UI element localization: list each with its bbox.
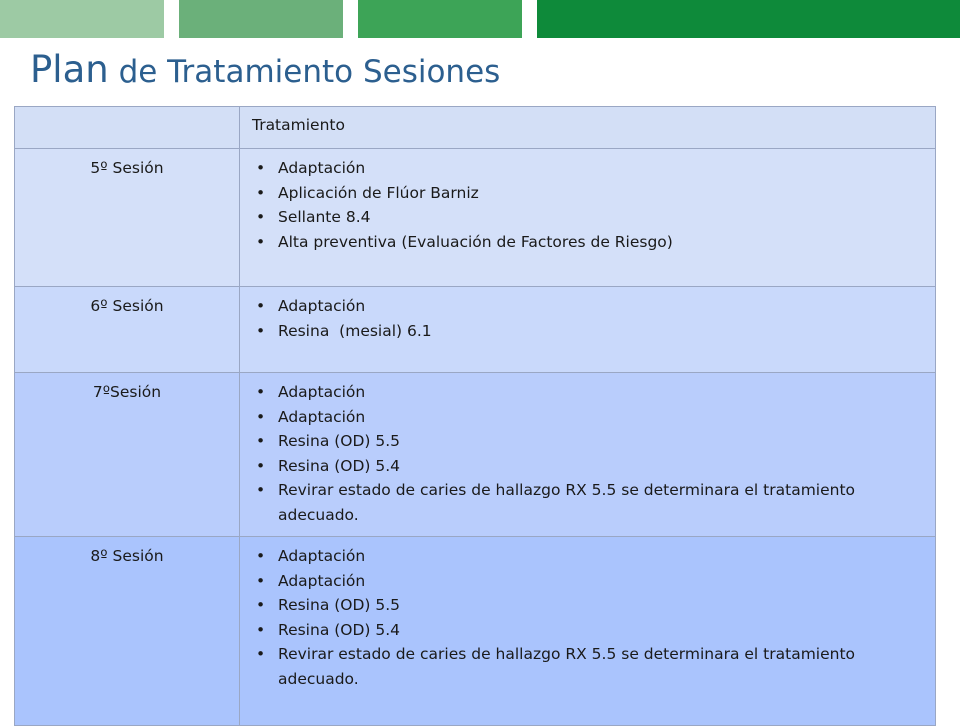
table-header-row [15,107,936,149]
treatment-list [252,287,923,343]
session-cell [15,373,240,537]
header-bar-2 [179,0,343,38]
session-label: 6º Sesión [90,297,164,315]
table-row [15,287,936,373]
header-bar-4 [537,0,960,38]
list-item: • Resina (OD) 5.4 [252,618,923,643]
session-label: 8º Sesión [90,547,164,565]
table-row [15,373,936,537]
list-item: • Sellante 8.4 [252,205,923,230]
list-item: • Adaptación [252,380,923,405]
treatment-list [252,373,923,527]
list-item: • Resina (OD) 5.5 [252,429,923,454]
session-cell [15,537,240,726]
header-cell-empty [15,107,240,149]
session-cell [15,287,240,373]
table-row [15,537,936,726]
table-row [15,149,936,287]
list-item: • Adaptación [252,569,923,594]
header-cell-treatment: Tratamiento [240,107,936,149]
treatment-list [252,537,923,691]
page-title [30,48,500,91]
list-item: • Revirar estado de caries de hallazgo RX 5.5 se determinara el tratamiento adecuado. [252,478,923,527]
list-item: • Adaptación [252,405,923,430]
list-item: • Resina (mesial) 6.1 [252,319,923,344]
list-item: • Adaptación [252,156,923,181]
list-item: • Resina (OD) 5.4 [252,454,923,479]
treatment-list [252,149,923,254]
treatment-plan-table [14,106,936,726]
list-item: • Adaptación [252,294,923,319]
page-title-part2: de Tratamiento Sesiones [108,54,501,90]
list-item: • Revirar estado de caries de hallazgo RX 5.5 se determinara el tratamiento adecuado. [252,642,923,691]
treatment-cell [240,537,936,726]
session-cell [15,149,240,287]
list-item: • Alta preventiva (Evaluación de Factores de Riesgo) [252,230,923,255]
treatment-cell [240,149,936,287]
header-bar-3 [358,0,522,38]
session-label: 7ºSesión [92,383,162,401]
session-label: 5º Sesión [90,159,164,177]
treatment-cell [240,373,936,537]
list-item: • Adaptación [252,544,923,569]
page-title-part1: Plan [30,48,109,91]
list-item: • Aplicación de Flúor Barniz [252,181,923,206]
header-bar-1 [0,0,164,38]
treatment-cell [240,287,936,373]
list-item: • Resina (OD) 5.5 [252,593,923,618]
